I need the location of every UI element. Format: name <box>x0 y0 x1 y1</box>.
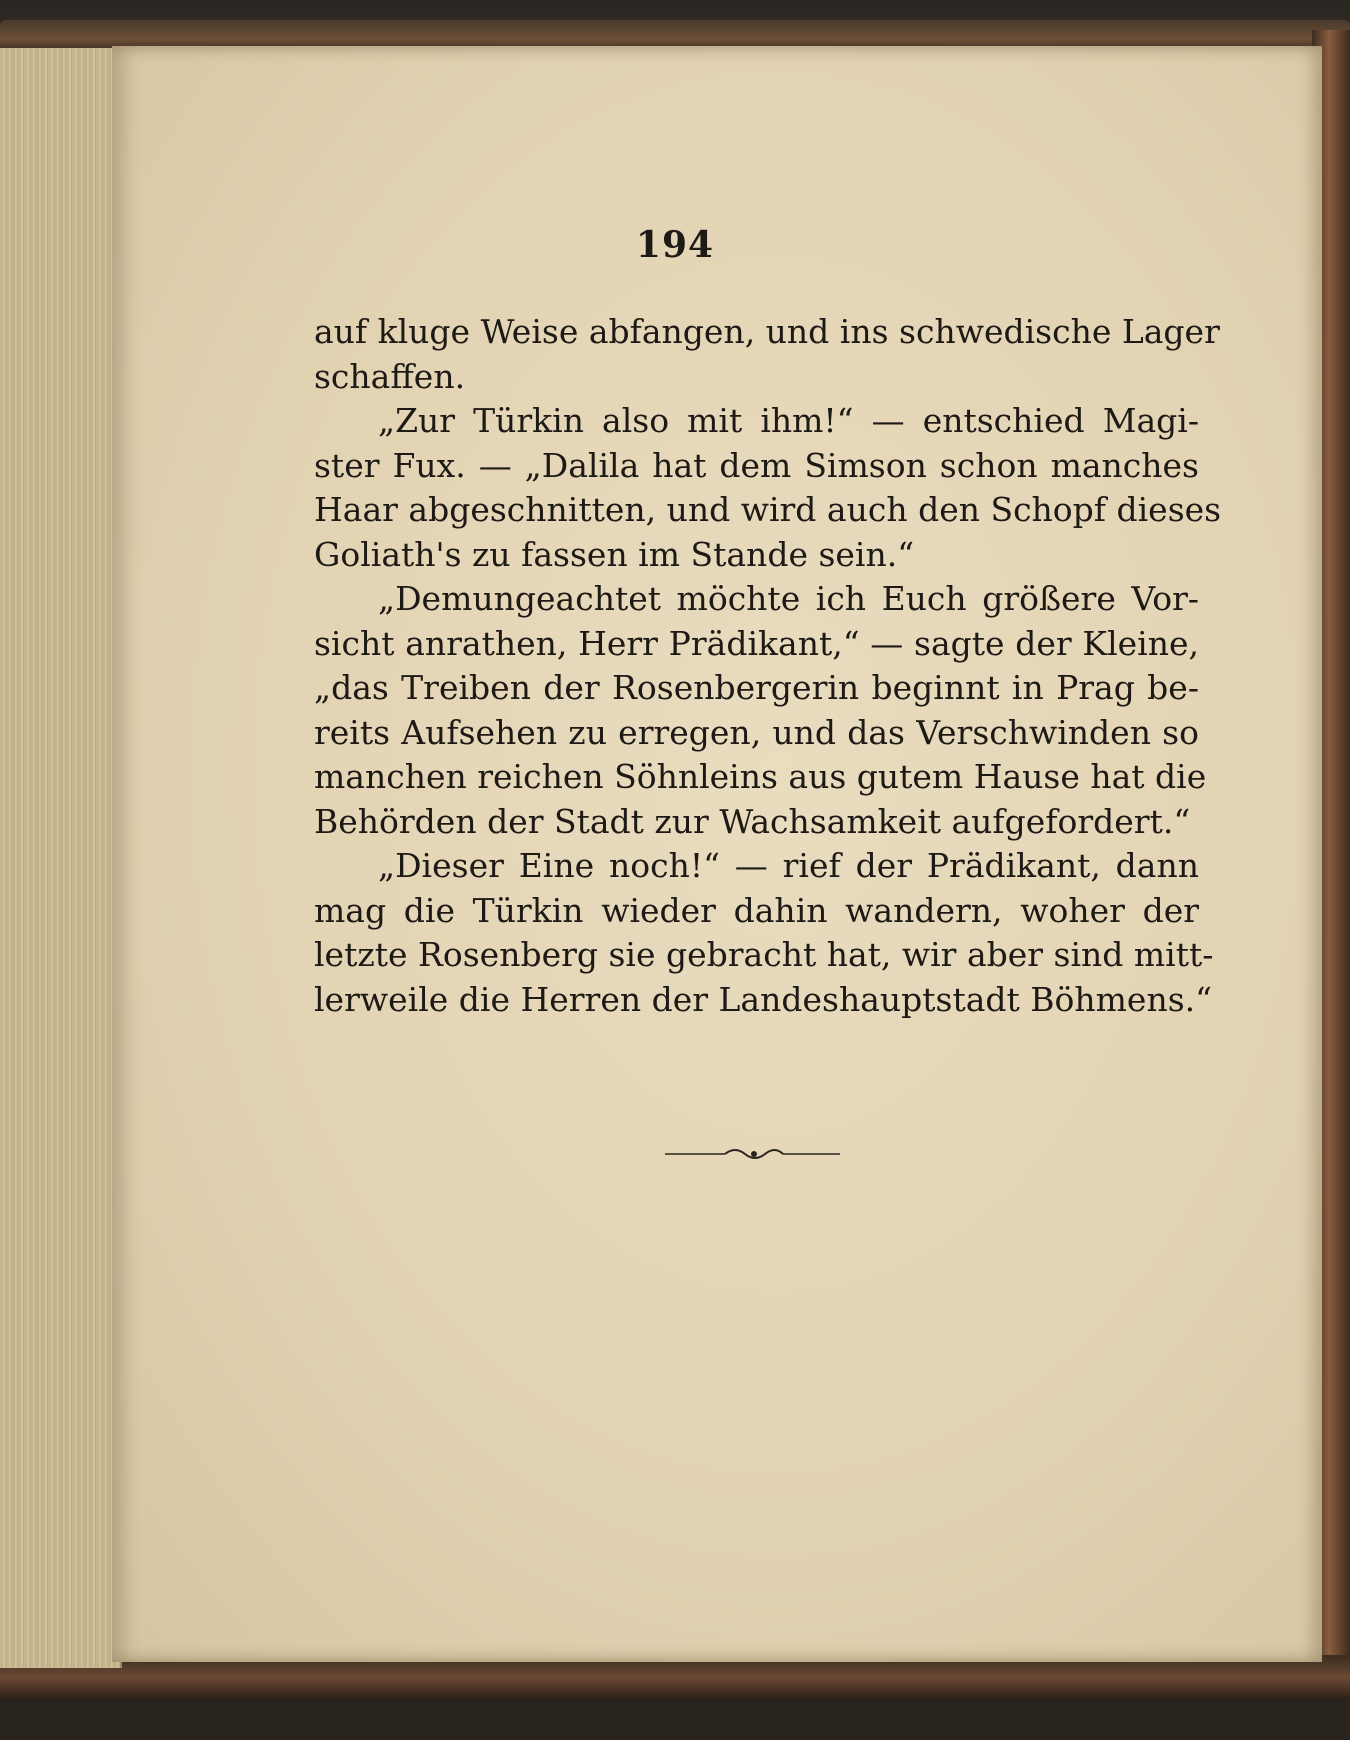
text-line: sicht anrathen, Herr Prädikant,“ — sagte der Kleine, <box>314 623 1199 663</box>
text-line: ster Fux. — „Dalila hat dem Simson schon manches <box>314 445 1199 485</box>
text-line: schaffen. <box>314 356 466 396</box>
text-line: auf kluge Weise abfangen, und ins schwedische Lager <box>314 312 1220 351</box>
body-text <box>314 310 1222 1022</box>
text-line: Goliath's zu fassen im Stande sein.“ <box>314 534 915 574</box>
page-stack-edge <box>0 48 122 1668</box>
text-line: „Zur Türkin also mit ihm!“ — entschied Magi- <box>378 401 1199 440</box>
text-line: „Demungeachtet möchte ich Euch größere Vor- <box>378 579 1199 618</box>
text-line: Haar abgeschnitten, und wird auch den Schopf dieses <box>314 490 1222 529</box>
text-line: „Dieser Eine noch!“ — rief der Prädikant, dann <box>378 846 1199 885</box>
text-line: lerweile die Herren der Landeshauptstadt Böhmens.“ <box>314 979 1212 1019</box>
text-line: manchen reichen Söhnleins aus gutem Hause hat die <box>314 757 1207 796</box>
text-line: „das Treiben der Rosenbergerin beginnt in Prag be- <box>314 668 1199 707</box>
ornament-flourish-icon <box>665 1142 840 1166</box>
page-number: 194 <box>635 224 715 266</box>
text-line: letzte Rosenberg sie gebracht hat, wir aber sind mitt- <box>314 935 1214 974</box>
text-line: reits Aufsehen zu erregen, und das Verschwinden so <box>314 712 1199 752</box>
text-line: mag die Türkin wieder dahin wandern, woher der <box>314 890 1199 930</box>
text-line: Behörden der Stadt zur Wachsamkeit aufgefordert.“ <box>314 801 1191 841</box>
